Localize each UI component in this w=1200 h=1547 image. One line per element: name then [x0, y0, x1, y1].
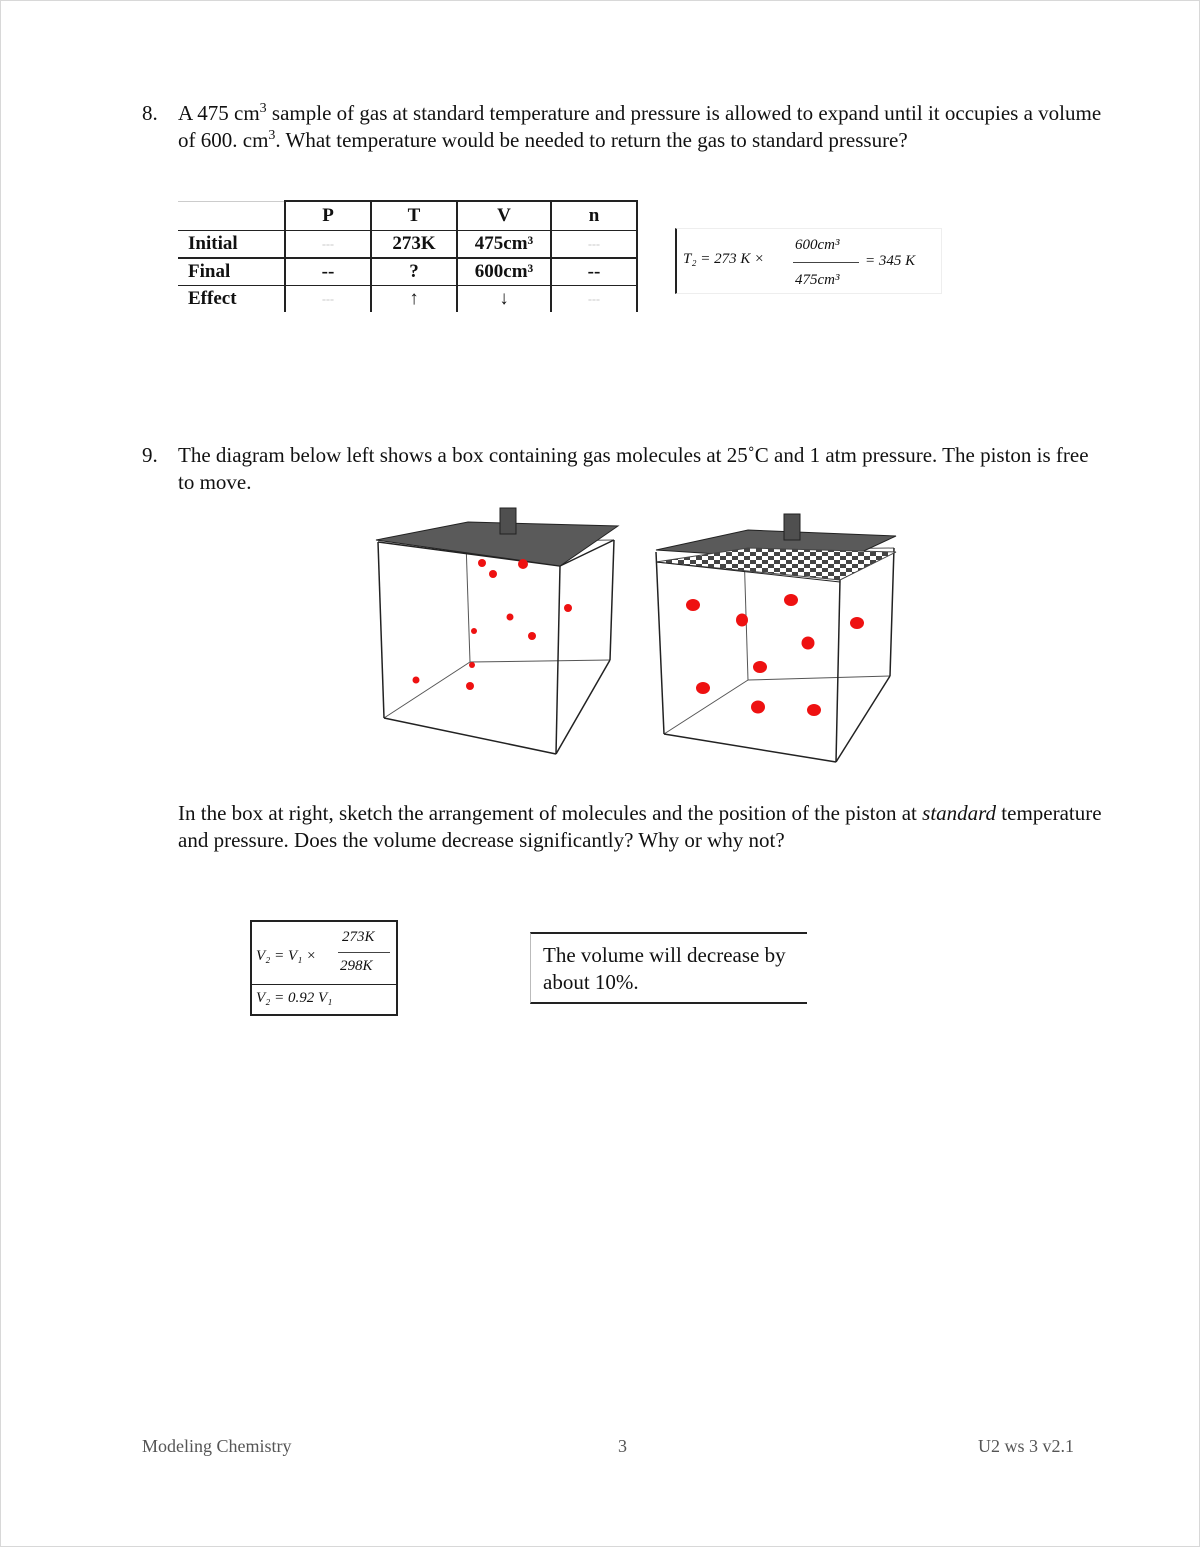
table-corner — [178, 201, 285, 231]
box-edge — [556, 660, 610, 754]
box-edge — [748, 676, 890, 680]
table-cell: --- — [285, 231, 371, 259]
box-edge — [384, 718, 556, 754]
molecule — [686, 599, 700, 611]
molecule — [478, 559, 486, 567]
right-gas-box — [656, 548, 894, 762]
molecule — [751, 701, 765, 714]
molecule — [469, 662, 475, 668]
question-8-text: A 475 $cm^3$ sample of gas at standard temperature and pressure is allowed to expand until it occupies a volume of 600. $cm^3$. What temperature would be needed to return the gas to standard pressure? — [178, 101, 1102, 152]
question-9-instruction: In the box at right, sketch the arrangement of molecules and the position of the piston at standard temperature and pressure. Does the volume decrease significantly? Why or why not? — [178, 801, 1102, 852]
box-edge — [556, 566, 560, 754]
page-number: 3 — [618, 1436, 627, 1456]
gas-law-table — [178, 200, 638, 312]
box-edge — [836, 676, 890, 762]
row-label: Initial — [178, 231, 285, 259]
footer-right: U2 ws 3 v2.1 — [978, 1436, 1075, 1456]
formula-numerator: 273K — [342, 929, 375, 945]
table-row — [178, 286, 637, 313]
table-cell: -- — [285, 258, 371, 286]
table-cell: 475cm³ — [457, 231, 551, 259]
formula-numerator: 600cm³ — [795, 237, 840, 253]
header-v: V — [457, 201, 551, 231]
table-row — [178, 231, 637, 259]
formula-denominator: 475cm³ — [795, 272, 840, 288]
temperature-formula — [675, 228, 942, 294]
box-edge — [466, 542, 470, 662]
box-edge — [836, 580, 840, 762]
table-cell: ? — [371, 258, 457, 286]
table-cell: --- — [551, 286, 637, 313]
box-edge — [610, 540, 614, 660]
right-piston-rod — [784, 514, 800, 540]
formula-lhs: V₂ = V₁ × — [256, 948, 317, 964]
table-cell: --- — [551, 231, 637, 259]
gas-box-diagram — [360, 500, 920, 780]
molecule — [489, 570, 497, 578]
left-molecules — [413, 559, 573, 690]
molecule — [466, 682, 474, 690]
question-9-number: 9. — [142, 443, 158, 467]
row-label: Effect — [188, 288, 237, 309]
box-edge — [384, 662, 470, 718]
box-edge — [656, 552, 664, 734]
molecule — [807, 704, 821, 716]
molecule — [564, 604, 572, 612]
box-edge — [664, 734, 836, 762]
molecule — [696, 682, 710, 694]
table-cell: ↓ — [457, 286, 551, 313]
molecule — [507, 614, 514, 621]
molecule — [518, 559, 528, 569]
box-edge — [890, 548, 894, 676]
answer-box — [530, 932, 807, 1004]
formula-result: V₂ = 0.92 V₁ — [256, 990, 333, 1006]
table-header-row — [178, 201, 637, 231]
table-cell: 273K — [371, 231, 457, 259]
footer-left: Modeling Chemistry — [142, 1436, 292, 1456]
molecule — [784, 594, 798, 606]
formula-lhs: T₂ = 273 K × — [683, 251, 765, 267]
left-piston-plate — [376, 522, 618, 566]
molecule — [802, 637, 815, 650]
table-cell: ↑ — [371, 286, 457, 313]
question-8-number: 8. — [142, 101, 158, 125]
row-label: Final — [178, 258, 285, 286]
table-cell: --- — [285, 286, 371, 313]
question-9-text: The diagram below left shows a box containing gas molecules at 25˚C and 1 atm pressure. The piston is free to move. — [178, 443, 1089, 494]
formula-result: = 345 K — [865, 253, 916, 269]
volume-formula — [250, 920, 398, 1016]
header-p: P — [285, 201, 371, 231]
formula-denominator: 298K — [340, 958, 373, 974]
molecule — [736, 614, 748, 627]
header-t: T — [371, 201, 457, 231]
table-cell: -- — [551, 258, 637, 286]
molecule — [413, 677, 420, 684]
answer-text: The volume will decrease by about 10%. — [543, 943, 786, 994]
table-row — [178, 258, 637, 286]
left-piston-rod — [500, 508, 516, 534]
molecule — [528, 632, 536, 640]
formula-separator — [252, 984, 396, 985]
molecule — [471, 628, 477, 634]
fraction-bar — [793, 262, 859, 263]
table-cell: 600cm³ — [457, 258, 551, 286]
box-edge — [378, 542, 384, 718]
molecule — [850, 617, 864, 629]
molecule — [753, 661, 767, 673]
box-edge — [470, 660, 610, 662]
header-n: n — [551, 201, 637, 231]
fraction-bar — [338, 952, 390, 953]
